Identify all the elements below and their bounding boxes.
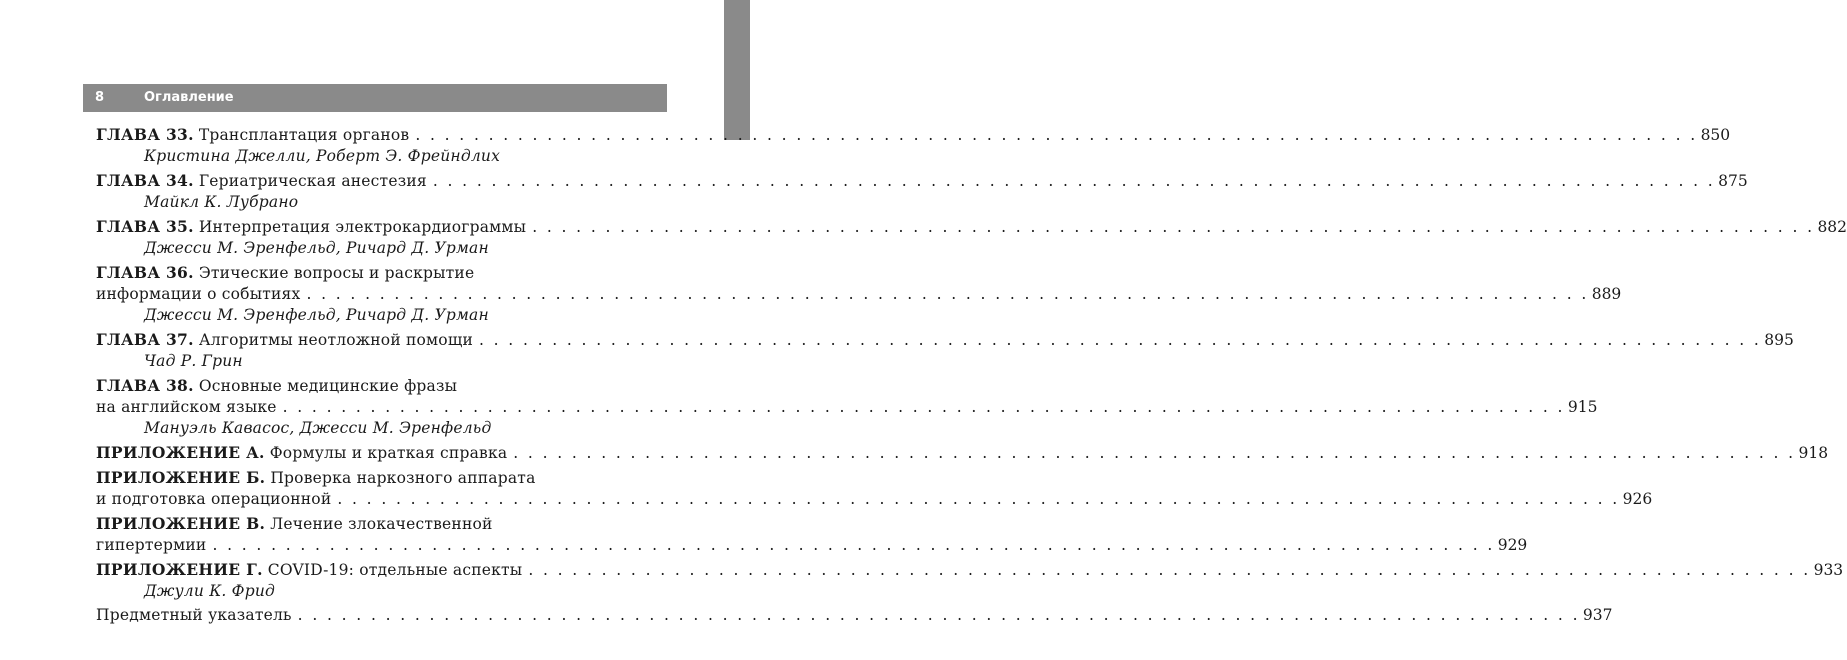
chapter-label: ПРИЛОЖЕНИЕ В. xyxy=(96,514,266,533)
toc-entry xyxy=(96,559,1844,602)
toc-entry xyxy=(96,216,1847,259)
page-number: 8 xyxy=(95,90,105,105)
dot-leader: . . . . . . . . . . . . . . . . . . . . . . . . . . . . . . . . . . . . . . . . . . . . . . . . . . . . . . . . . . . . . . . . . . . . . . . . . . . . . . . . . . . . . . . . xyxy=(478,331,1762,349)
dot-leader: . . . . . . . . . . . . . . . . . . . . . . . . . . . . . . . . . . . . . . . . . . . . . . . . . . . . . . . . . . . . . . . . . . . . . . . . . . . . . . . . . . . . . . . . xyxy=(282,398,1565,416)
chapter-authors: Джули К. Фрид xyxy=(144,582,276,600)
chapter-label: ГЛАВА 33. xyxy=(96,125,194,144)
dot-leader: . . . . . . . . . . . . . . . . . . . . . . . . . . . . . . . . . . . . . . . . . . . . . . . . . . . . . . . . . . . . . . . . . . . . . . . . . . . . . . . . . . . . . . . . xyxy=(306,285,1589,303)
toc-entry-line xyxy=(96,375,666,397)
page-reference: 915 xyxy=(1567,398,1598,416)
toc-entry-line xyxy=(96,467,666,489)
toc-entry xyxy=(96,513,1528,556)
chapter-title: информации о событиях xyxy=(96,285,301,303)
dot-leader: . . . . . . . . . . . . . . . . . . . . . . . . . . . . . . . . . . . . . . . . . . . . . . . . . . . . . . . . . . . . . . . . . . . . . . . . . . . . . . . . . . . . . . . . xyxy=(415,126,1698,144)
toc-entry-line xyxy=(96,216,1847,238)
dot-leader: . . . . . . . . . . . . . . . . . . . . . . . . . . . . . . . . . . . . . . . . . . . . . . . . . . . . . . . . . . . . . . . . . . . . . . . . . . . . . . . . . . . . . . . . xyxy=(513,444,1796,462)
toc-entry xyxy=(96,605,1613,626)
page-reference: 933 xyxy=(1813,561,1844,579)
toc-entry-line xyxy=(96,513,666,535)
chapter-title: Лечение злокачественной xyxy=(270,515,493,533)
toc-entry xyxy=(96,170,1748,213)
chapter-authors: Мануэль Кавасос, Джесси М. Эренфельд xyxy=(144,419,492,437)
chapter-title: Предметный указатель xyxy=(96,606,292,624)
toc-entry-line xyxy=(96,559,1844,581)
chapter-title: гипертермии xyxy=(96,536,207,554)
page-reference: 882 xyxy=(1817,218,1847,236)
chapter-title: на английском языке xyxy=(96,398,277,416)
toc-entry xyxy=(96,442,1829,464)
toc-entry xyxy=(96,329,1794,372)
chapter-authors: Джесси М. Эренфельд, Ричард Д. Урман xyxy=(144,239,489,257)
dot-leader: . . . . . . . . . . . . . . . . . . . . . . . . . . . . . . . . . . . . . . . . . . . . . . . . . . . . . . . . . . . . . . . . . . . . . . . . . . . . . . . . . . . . . . . . xyxy=(337,490,1620,508)
chapter-title: Интерпретация электрокардиограммы xyxy=(198,218,527,236)
chapter-label: ГЛАВА 34. xyxy=(96,171,194,190)
page-title: Оглавление xyxy=(144,90,234,105)
chapter-authors: Майкл К. Лубрано xyxy=(144,193,299,211)
toc-entry-line xyxy=(96,329,1794,351)
toc-entry-line xyxy=(96,442,1829,464)
page-reference: 850 xyxy=(1700,126,1731,144)
chapter-label: ПРИЛОЖЕНИЕ Б. xyxy=(96,468,266,487)
toc-entry-line xyxy=(96,124,1731,146)
chapter-label: ГЛАВА 38. xyxy=(96,376,194,395)
page-reference: 918 xyxy=(1798,444,1829,462)
table-of-contents xyxy=(96,124,1847,629)
chapter-label: ГЛАВА 36. xyxy=(96,263,194,282)
toc-entry xyxy=(96,124,1731,167)
toc-entry-line xyxy=(96,170,1748,192)
chapter-title: Проверка наркозного аппарата xyxy=(270,469,536,487)
toc-entry-line xyxy=(96,535,1528,556)
toc-entry-line xyxy=(96,489,1653,510)
chapter-authors: Кристина Джелли, Роберт Э. Фрейндлих xyxy=(144,147,501,165)
chapter-title: Этические вопросы и раскрытие xyxy=(198,264,475,282)
page-reference: 929 xyxy=(1497,536,1528,554)
dot-leader: . . . . . . . . . . . . . . . . . . . . . . . . . . . . . . . . . . . . . . . . . . . . . . . . . . . . . . . . . . . . . . . . . . . . . . . . . . . . . . . . . . . . . . . . xyxy=(212,536,1495,554)
chapter-title: Основные медицинские фразы xyxy=(198,377,458,395)
chapter-title: Гериатрическая анестезия xyxy=(198,172,427,190)
chapter-label: ПРИЛОЖЕНИЕ А. xyxy=(96,443,265,462)
dot-leader: . . . . . . . . . . . . . . . . . . . . . . . . . . . . . . . . . . . . . . . . . . . . . . . . . . . . . . . . . . . . . . . . . . . . . . . . . . . . . . . . . . . . . . . . xyxy=(432,172,1716,190)
toc-entry-line xyxy=(96,605,1613,626)
toc-entry xyxy=(96,467,1653,510)
toc-entry-line xyxy=(96,262,666,284)
toc-entry-line xyxy=(96,397,1598,418)
side-thumb-tab xyxy=(724,0,750,140)
dot-leader: . . . . . . . . . . . . . . . . . . . . . . . . . . . . . . . . . . . . . . . . . . . . . . . . . . . . . . . . . . . . . . . . . . . . . . . . . . . . . . . . . . . . . . . . xyxy=(528,561,1811,579)
chapter-authors: Чад Р. Грин xyxy=(144,352,243,370)
page-header-bar xyxy=(83,84,667,112)
chapter-label: ГЛАВА 35. xyxy=(96,217,194,236)
dot-leader: . . . . . . . . . . . . . . . . . . . . . . . . . . . . . . . . . . . . . . . . . . . . . . . . . . . . . . . . . . . . . . . . . . . . . . . . . . . . . . . . . . . . . . . . xyxy=(532,218,1815,236)
toc-entry xyxy=(96,262,1622,326)
page-reference: 875 xyxy=(1718,172,1748,190)
chapter-title: COVID-19: отдельные аспекты xyxy=(267,561,523,579)
chapter-label: ГЛАВА 37. xyxy=(96,330,194,349)
toc-entry xyxy=(96,375,1598,439)
chapter-label: ПРИЛОЖЕНИЕ Г. xyxy=(96,560,263,579)
page-reference: 895 xyxy=(1764,331,1794,349)
chapter-title: Алгоритмы неотложной помощи xyxy=(198,331,473,349)
toc-entry-line xyxy=(96,284,1622,305)
chapter-authors: Джесси М. Эренфельд, Ричард Д. Урман xyxy=(144,306,489,324)
chapter-title: Трансплантация органов xyxy=(198,126,410,144)
chapter-title: Формулы и краткая справка xyxy=(269,444,508,462)
chapter-title: и подготовка операционной xyxy=(96,490,332,508)
dot-leader: . . . . . . . . . . . . . . . . . . . . . . . . . . . . . . . . . . . . . . . . . . . . . . . . . . . . . . . . . . . . . . . . . . . . . . . . . . . . . . . . . . . . . . . . xyxy=(297,606,1580,624)
page-reference: 926 xyxy=(1622,490,1653,508)
page-reference: 937 xyxy=(1582,606,1613,624)
page-reference: 889 xyxy=(1591,285,1622,303)
